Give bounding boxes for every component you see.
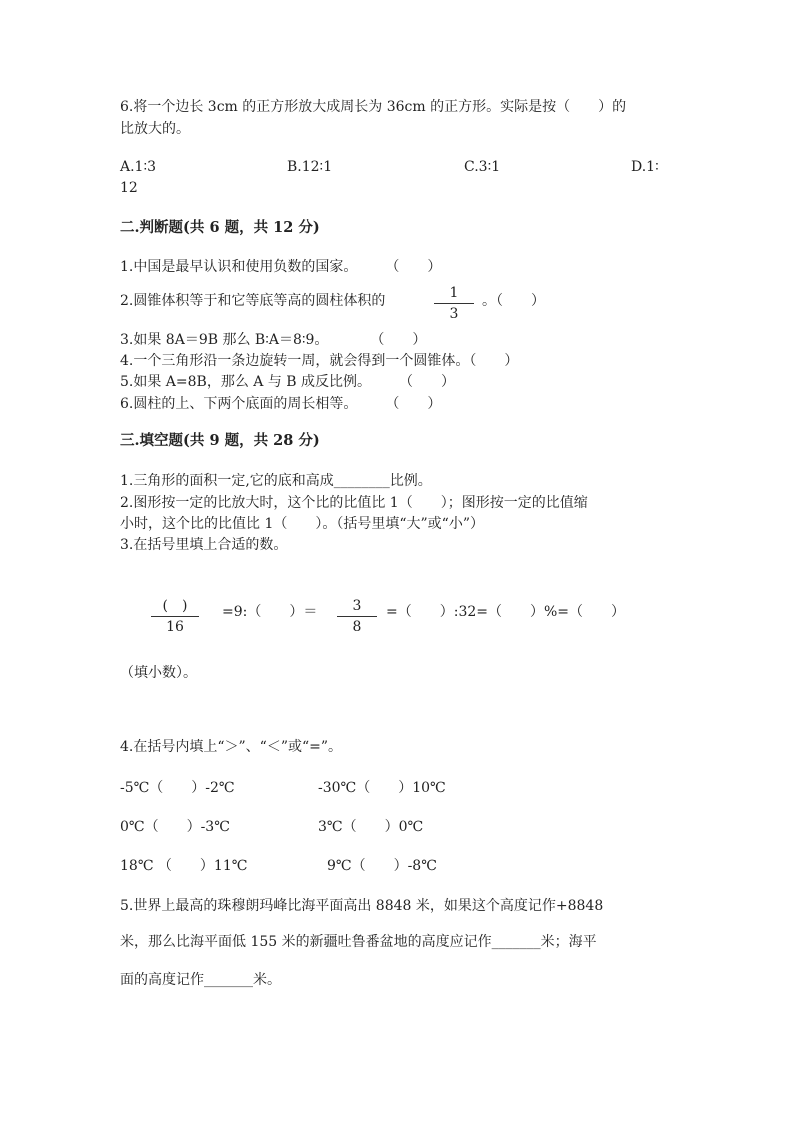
fill-q2-line1: 2.图形按一定的比放大时，这个比的比值比 1（ ）；图形按一定的比值缩 [120,495,588,511]
q6-option-b: B.12∶1 [287,159,333,175]
judge-item-3: 3.如果 8A＝9B 那么 B∶A＝8∶9。 （ ） [120,332,427,348]
section3-title: 三.填空题(共 9 题，共 28 分) [120,432,320,449]
q4-row3-left: 18℃ （ ）11℃ [120,858,248,874]
fraction-numerator: 3 [352,598,362,614]
judge-item-1: 1.中国是最早认识和使用负数的国家。 （ ） [120,259,442,275]
fill-q3-middle: =9:（ ）＝ [222,604,318,620]
q6-line1: 6.将一个边长 3cm 的正方形放大成周长为 36cm 的正方形。实际是按（ ）的 [120,99,627,115]
fill-q3-note: （填小数）。 [120,665,197,681]
fill-q3: 3.在括号里填上合适的数。 [120,537,288,553]
judge-item-6: 6.圆柱的上、下两个底面的周长相等。 （ ） [120,396,442,412]
q6-line2: 比放大的。 [120,121,190,137]
q6-option-d-cont: 12 [120,180,138,196]
fraction-denominator: 3 [449,306,459,322]
fraction-denominator: 8 [352,619,362,635]
fill-q5-line2: 米，那么比海平面低 155 米的新疆吐鲁番盆地的高度应记作_______米；海平 [120,934,597,950]
fill-q3-fraction1 [151,598,199,635]
judge-item-2: 2.圆锥体积等于和它等底等高的圆柱体积的 [120,293,386,309]
fraction-bar [151,616,199,617]
q6-option-a: A.1∶3 [120,159,157,175]
q4-row2-left: 0℃（ ）-3℃ [120,819,230,835]
q6-option-c: C.3∶1 [464,159,501,175]
judge-item-5: 5.如果 A=8B，那么 A 与 B 成反比例。 （ ） [120,374,456,390]
q4-row2-right: 3℃（ ）0℃ [318,819,424,835]
fill-q4: 4.在括号内填上“＞”、“＜”或“=”。 [120,739,343,755]
fill-q1: 1.三角形的面积一定,它的底和高成________比例。 [120,473,432,489]
fraction-numerator: 1 [449,285,459,301]
judge-item-4: 4.一个三角形沿一条边旋转一周，就会得到一个圆锥体。（ ） [120,353,519,369]
fill-q3-fraction2 [337,598,377,635]
judge-item-2-tail: 。（ ） [482,293,545,309]
fraction-bar [434,303,474,304]
q4-row3-right: 9℃（ ）-8℃ [327,858,437,874]
fraction-numerator: ( ) [162,598,188,614]
fraction-denominator: 16 [166,619,184,635]
q4-row1-right: -30℃（ ）10℃ [318,780,446,796]
fill-q2-line2: 小时，这个比的比值比 1（ ）。（括号里填“大”或“小”） [120,516,484,532]
q4-row1-left: -5℃（ ）-2℃ [120,780,235,796]
q6-option-d: D.1∶ [631,159,659,175]
fraction-bar [337,616,377,617]
section2-title: 二.判断题(共 6 题，共 12 分) [120,219,320,236]
fill-q3-tail: =（ ）:32=（ ）%=（ ） [386,604,626,620]
fill-q5-line3: 面的高度记作_______米。 [120,972,281,988]
judge-item-2-fraction [434,285,474,322]
fill-q5-line1: 5.世界上最高的珠穆朗玛峰比海平面高出 8848 米，如果这个高度记作+8848 [120,898,604,914]
